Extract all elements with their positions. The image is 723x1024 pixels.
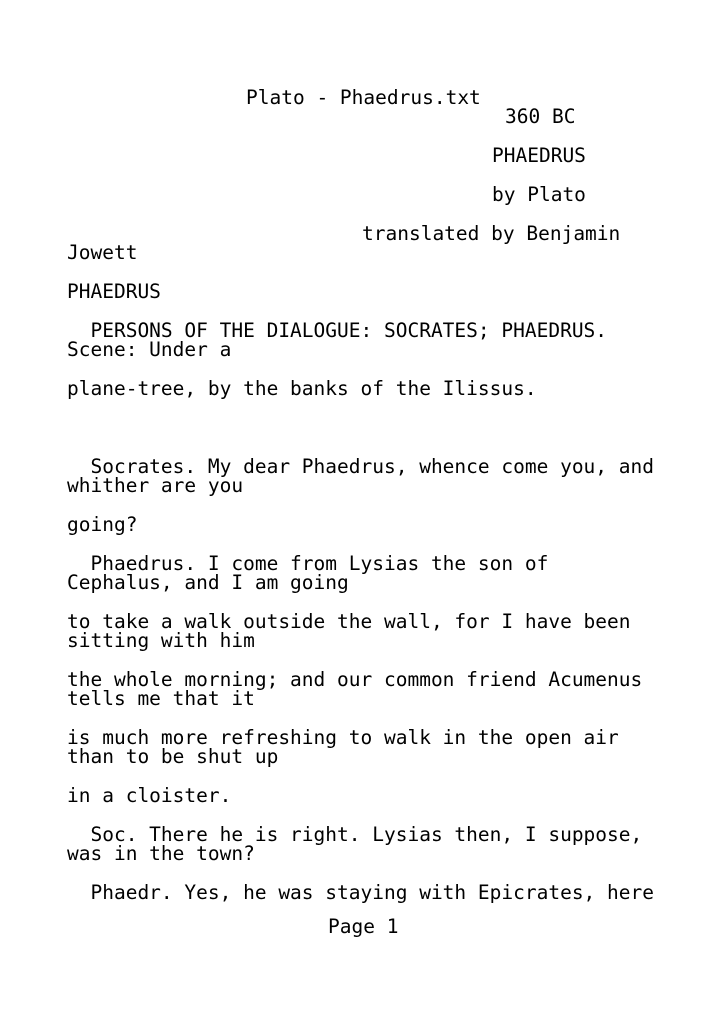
page-number: Page 1 (328, 915, 399, 938)
text-line: plane-tree, by the banks of the Ilissus. (67, 377, 537, 400)
text-line: Scene: Under a (67, 338, 232, 361)
text-line: PERSONS OF THE DIALOGUE: SOCRATES; PHAEDRUS. (67, 319, 608, 342)
translator-line-continued: Jowett (67, 241, 138, 264)
text-line: is much more refreshing to walk in the open air (67, 726, 619, 749)
author-line: by Plato (492, 183, 586, 206)
text-line: Socrates. My dear Phaedrus, whence come you, and (67, 455, 654, 478)
text-line: Soc. There he is right. Lysias then, I suppose, (67, 823, 643, 846)
text-line: whither are you (67, 474, 244, 497)
text-line: Phaedr. Yes, he was staying with Epicrates, here (67, 881, 654, 904)
text-line: tells me that it (67, 687, 255, 710)
date-line: 360 BC (505, 105, 576, 128)
text-line: was in the town? (67, 842, 255, 865)
text-line: Phaedrus. I come from Lysias the son of (67, 552, 549, 575)
text-line: going? (67, 513, 138, 536)
document-title: Plato - Phaedrus.txt (246, 86, 481, 109)
work-title: PHAEDRUS (492, 144, 586, 167)
text-line: sitting with him (67, 629, 255, 652)
text-line: Cephalus, and I am going (67, 571, 349, 594)
text-line: than to be shut up (67, 745, 279, 768)
text-line: in a cloister. (67, 784, 232, 807)
text-line: to take a walk outside the wall, for I have been (67, 610, 631, 633)
text-line: the whole morning; and our common friend Acumenus (67, 668, 643, 691)
translator-line: translated by Benjamin (362, 222, 621, 245)
section-title: PHAEDRUS (67, 280, 161, 303)
